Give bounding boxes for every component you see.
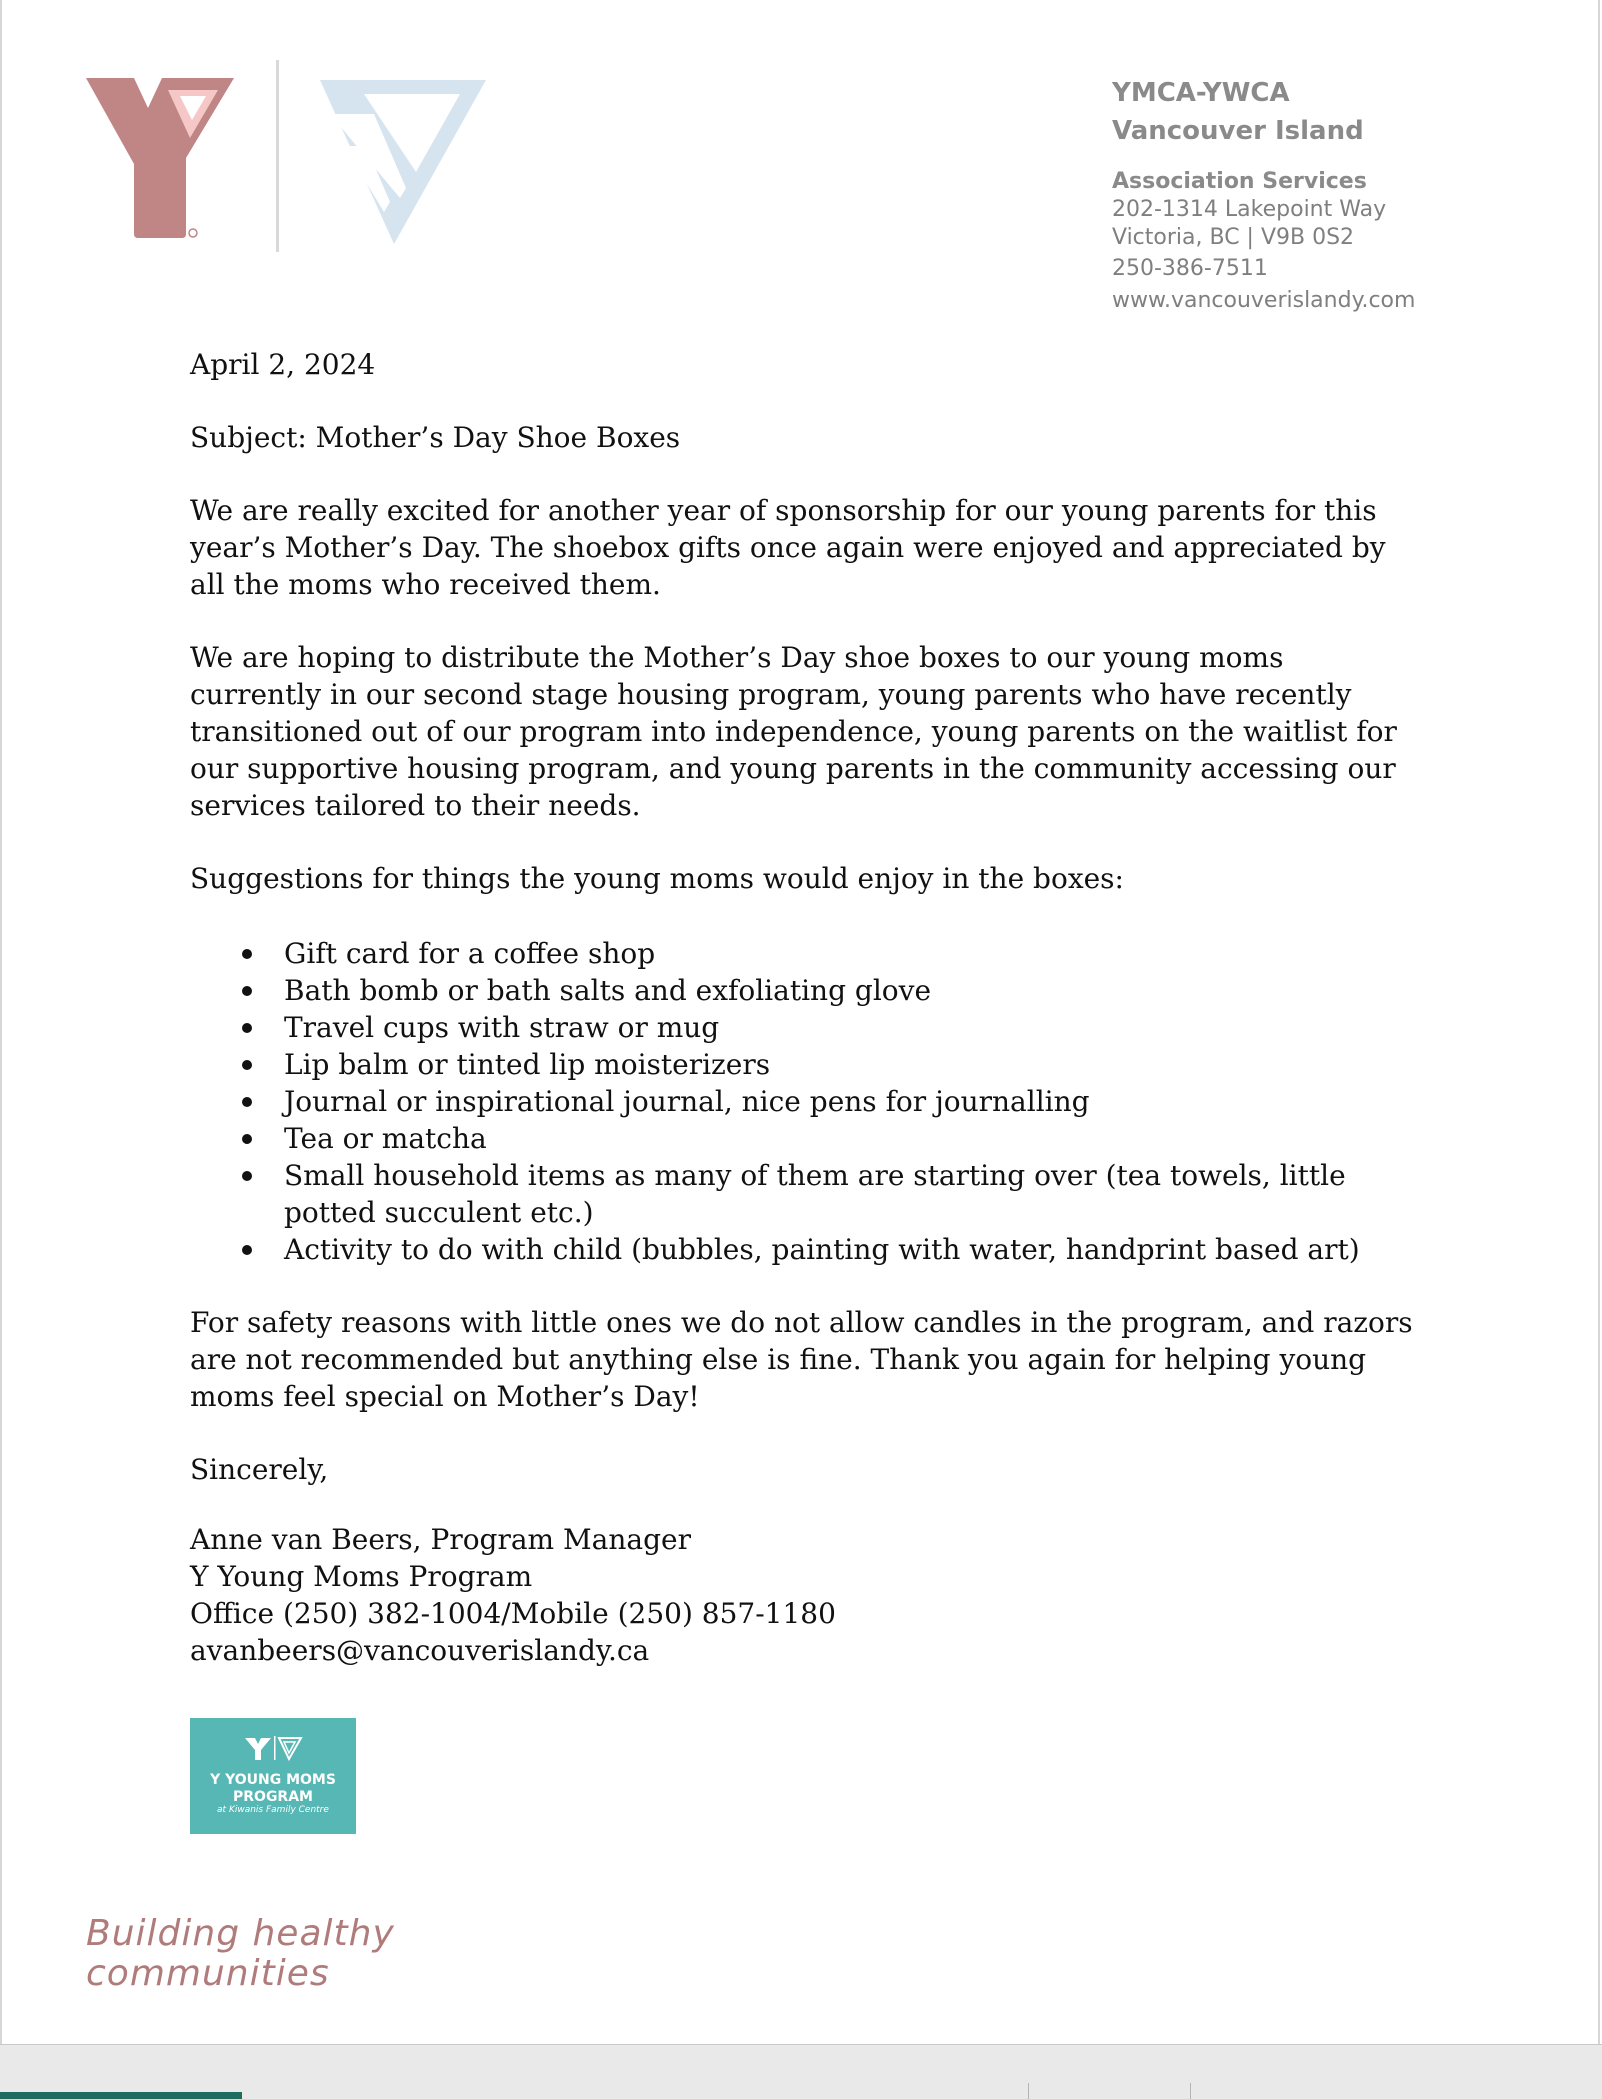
- window-status-strip: [0, 2044, 1602, 2099]
- list-item: Tea or matcha: [190, 1120, 1420, 1157]
- org-name-line2: Vancouver Island: [1112, 116, 1364, 146]
- badge-line1: Y YOUNG MOMS: [210, 1772, 336, 1788]
- list-item: Journal or inspirational journal, nice pens for journalling: [190, 1083, 1420, 1120]
- department-name: Association Services: [1112, 169, 1367, 194]
- list-item: Small household items as many of them are starting over (tea towels, little potted succulent etc.): [190, 1157, 1420, 1231]
- paragraph-intro: We are really excited for another year of sponsorship for our young parents for this year’s Mother’s Day. The shoebox gifts once again were enjoyed and appreciated by all the moms who received them.: [190, 494, 1386, 601]
- young-moms-program-badge: [190, 1718, 356, 1834]
- suggestions-intro: Suggestions for things the young moms would enjoy in the boxes:: [190, 862, 1124, 895]
- ymca-y-logo-icon: [86, 78, 234, 238]
- tagline: [86, 1914, 395, 1994]
- badge-line2: PROGRAM: [233, 1789, 313, 1805]
- list-item: Lip balm or tinted lip moisterizers: [190, 1046, 1420, 1083]
- letterhead-website: www.vancouverislandy.com: [1112, 288, 1416, 313]
- signature-name: Anne van Beers, Program Manager: [190, 1523, 691, 1556]
- tagline-line2: communities: [86, 1953, 330, 1994]
- badge-y-logo-icon: [239, 1734, 307, 1762]
- status-divider: [1190, 2083, 1191, 2099]
- list-item: Activity to do with child (bubbles, painting with water, handprint based art): [190, 1231, 1420, 1268]
- signature-phones: Office (250) 382-1004/Mobile (250) 857-1180: [190, 1597, 836, 1630]
- paragraph-distribution: We are hoping to distribute the Mother’s Day shoe boxes to our young moms currently in our second stage housing program, young parents who have recently transitioned out of our program into independence, young parents on the waitlist for our supportive housing program, and young parents in the community accessing our services tailored to their needs.: [190, 641, 1397, 822]
- letterhead-phone: 250-386-7511: [1112, 256, 1268, 281]
- ywca-triangle-logo-icon: [320, 80, 486, 246]
- paragraph-safety: For safety reasons with little ones we do not allow candles in the program, and razors are not recommended but anything else is fine. Thank you again for helping young moms feel special on Mother’s Day!: [190, 1306, 1413, 1413]
- list-item: Gift card for a coffee shop: [190, 935, 1420, 972]
- logo-divider: [276, 60, 279, 252]
- status-divider: [1028, 2083, 1029, 2099]
- letterhead-address: [1112, 74, 1415, 315]
- signature-program: Y Young Moms Program: [190, 1560, 533, 1593]
- letter-body: [190, 346, 1420, 1669]
- letter-closing: Sincerely,: [190, 1453, 329, 1486]
- list-item: Travel cups with straw or mug: [190, 1009, 1420, 1046]
- badge-subtitle: at Kiwanis Family Centre: [217, 1805, 329, 1815]
- letter-subject: Subject: Mother’s Day Shoe Boxes: [190, 421, 681, 454]
- signature-block: [190, 1521, 1420, 1669]
- org-name-line1: YMCA-YWCA: [1112, 78, 1290, 108]
- letter-date: April 2, 2024: [190, 348, 376, 381]
- address-line2: Victoria, BC | V9B 0S2: [1112, 225, 1355, 250]
- address-line1: 202-1314 Lakepoint Way: [1112, 197, 1387, 222]
- badge-title: [190, 1772, 356, 1806]
- tagline-line1: Building healthy: [86, 1913, 395, 1954]
- list-item: Bath bomb or bath salts and exfoliating glove: [190, 972, 1420, 1009]
- signature-email: avanbeers@vancouverislandy.ca: [190, 1634, 650, 1667]
- suggestions-list: [190, 935, 1420, 1268]
